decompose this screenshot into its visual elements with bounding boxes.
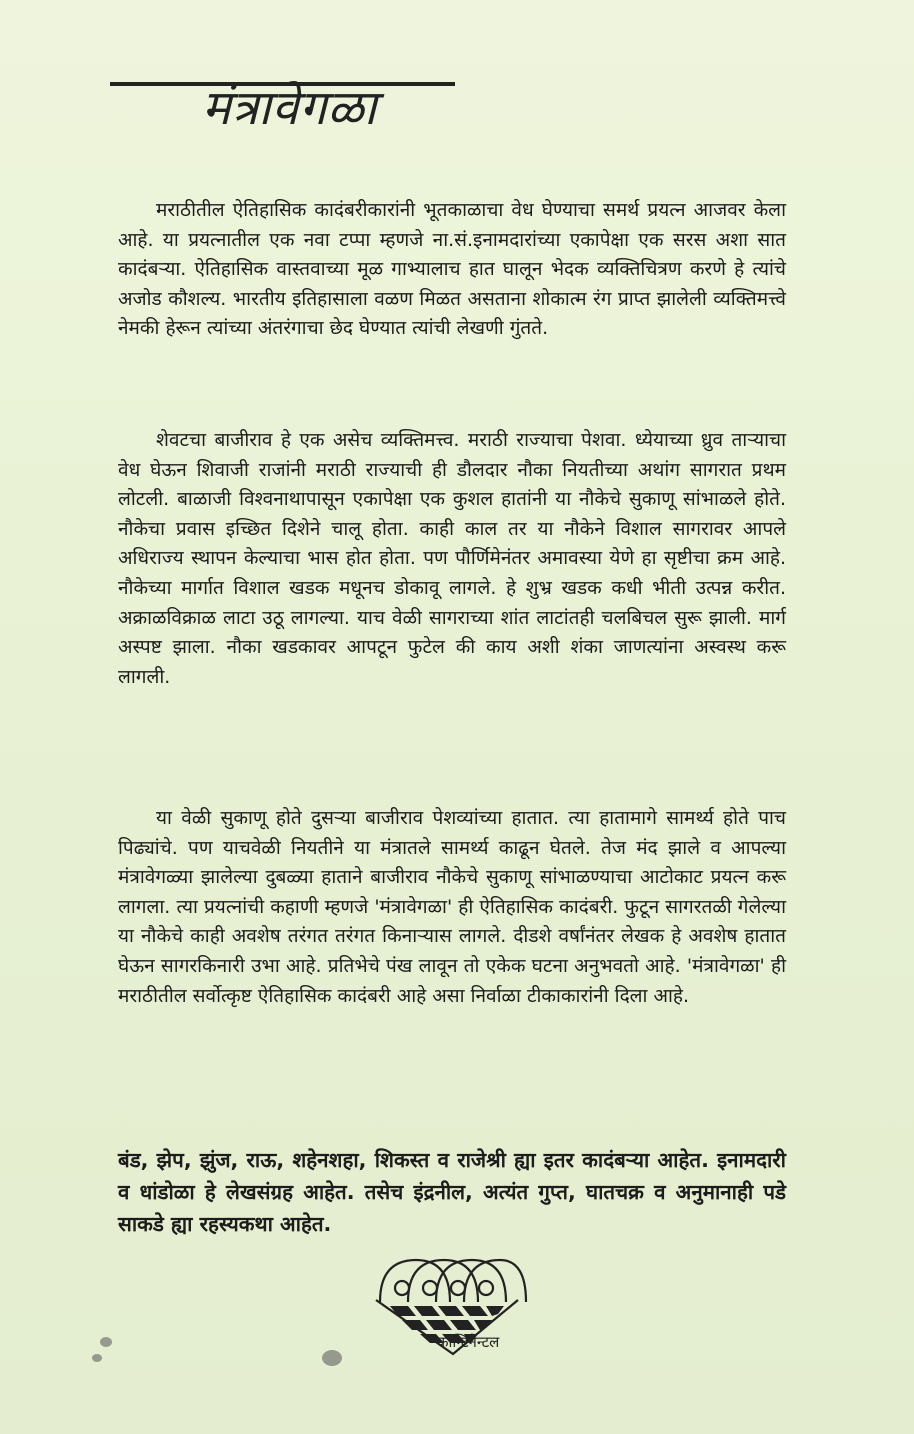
blurb-paragraph-2: शेवटचा बाजीराव हे एक असेच व्यक्तिमत्त्व. मराठी राज्याचा पेशवा. ध्येयाच्या ध्रुव ताऱ्याचा वेध घेऊन शिवाजी राजांनी मराठी राज्याची ही डौलदार नौका नियतीच्या अथांग सागरात प्रथम लोटली. बाळाजी विश्वनाथापासून एकापेक्षा एक कुशल हातांनी या नौकेचे सुकाणू सांभाळले होते. नौकेचा प्रवास इच्छित दिशेने चालू होता. काही काल तर या नौकेने विशाल सागरावर आपले अधिराज्य स्थापन केल्याचा भास होत होता. पण पौर्णिमेनंतर अमावस्या येणे हा सृष्टीचा क्रम आहे. नौकेच्या मार्गात विशाल खडक मधूनच डोकावू लागले. हे शुभ्र खडक कधी भीती उत्पन्न करीत. अक्राळविक्राळ लाटा उठू लागल्या. याच वेळी सागराच्या शांत लाटांतही चलबिचल सुरू झाली. मार्ग अस्पष्ट झाला. नौका खडकावर आपटून फुटेल की काय अशी शंका जाणत्यांना अस्वस्थ करू लागली.: [118, 429, 786, 688]
publisher-name: कॉन्टिनेन्टल: [437, 1333, 500, 1351]
stain-mark: [92, 1354, 102, 1362]
stain-mark: [100, 1337, 112, 1347]
title-block: [110, 60, 470, 165]
stain-mark: [322, 1350, 342, 1366]
book-title: मंत्रावेगळा: [202, 80, 378, 136]
blurb-paragraph-1: मराठीतील ऐतिहासिक कादंबरीकारांनी भूतकाळाचा वेध घेण्याचा समर्थ प्रयत्न आजवर केला आहे. या प्रयत्नातील एक नवा टप्पा म्हणजे ना.सं.इनामदारांच्या एकापेक्षा एक सरस अशा सात कादंबऱ्या. ऐतिहासिक वास्तवाच्या मूळ गाभ्यालाच हात घालून भेदक व्यक्तिचित्रण करणे हे त्यांचे अजोड कौशल्य. भारतीय इतिहासाला वळण मिळत असताना शोकात्म रंग प्राप्त झालेली व्यक्तिमत्त्वे नेमकी हेरून त्यांच्या अंतरंगाचा छेद घेण्यात त्यांची लेखणी गुंतते.: [118, 199, 786, 340]
other-works-note: बंड, झेप, झुंज, राऊ, शहेनशहा, शिकस्त व राजेश्री ह्या इतर कादंबऱ्या आहेत. इनामदारी व धांडोळा हे लेखसंग्रह आहेत. तसेच इंद्रनील, अत्यंत गुप्त, घातचक्र व अनुमानाही पडे साकडे ह्या रहस्यकथा आहेत.: [118, 1147, 786, 1236]
blurb-paragraph-3: या वेळी सुकाणू होते दुसऱ्या बाजीराव पेशव्यांच्या हातात. त्या हातामागे सामर्थ्य होते पाच पिढ्यांचे. पण याचवेळी नियतीने या मंत्रातले सामर्थ्य काढून घेतले. तेज मंद झाले व आपल्या मंत्रावेगळ्या झालेल्या दुबळ्या हाताने बाजीराव नौकेचे सुकाणू सांभाळण्याचा आटोकाट प्रयत्न करू लागला. त्या प्रयत्नांची कहाणी म्हणजे 'मंत्रावेगळा' ही ऐतिहासिक कादंबरी. फुटून सागरतळी गेलेल्या या नौकेचे काही अवशेष तरंगत तरंगत किनाऱ्यास लागले. दीडशे वर्षांनंतर लेखक हे अवशेष हातात घेऊन सागरकिनारी उभा आहे. प्रतिभेचे पंख लावून तो एकेक घटना अनुभवतो आहे. 'मंत्रावेगळा' ही मराठीतील सर्वोत्कृष्ट ऐतिहासिक कादंबरी आहे असा निर्वाळा टीकाकारांनी दिला आहे.: [118, 807, 786, 1007]
